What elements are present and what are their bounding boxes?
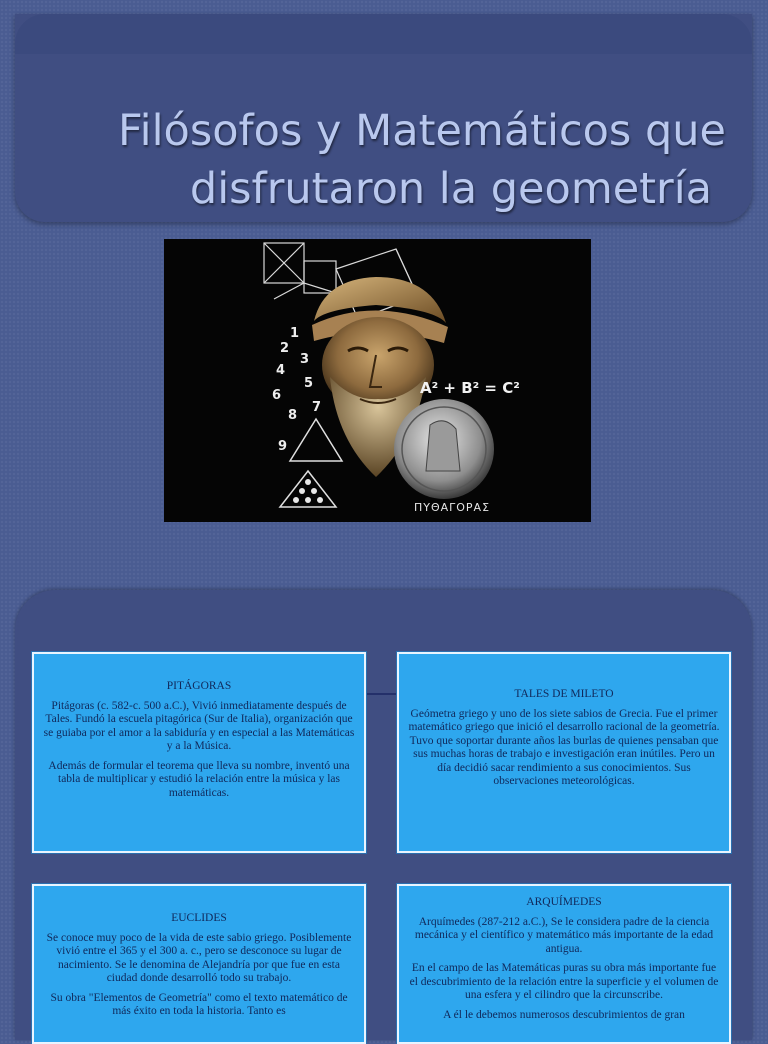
card-paragraph: Pitágoras (c. 582-c. 500 a.C.), Vivió inmediatamente después de Tales. Fundó la escuela pitagórica (Sur de Italia), organización que se guiaba por el amor a la sabiduría y en especial a las Matemáticas y a la Música.: [43, 699, 355, 752]
card-pitagoras: [32, 652, 366, 853]
card-title: TALES DE MILETO: [514, 688, 614, 700]
number-7: 7: [312, 400, 322, 415]
number-4: 4: [276, 363, 286, 378]
card-title: PITÁGORAS: [166, 680, 232, 692]
card-title: EUCLIDES: [171, 912, 227, 924]
card-paragraph: Arquímedes (287-212 a.C.), Se le considera padre de la ciencia mecánica y el científico y matemático más importante de la edad antigua.: [414, 915, 714, 955]
coin-icon: [394, 399, 494, 499]
number-8: 8: [288, 408, 298, 423]
number-6: 6: [272, 388, 282, 403]
card-paragraph: En el campo de las Matemáticas puras su obra más importante fue el descubrimiento de la relación entre la superficie y el volumen de una esfera y el cilindro que la circunscribe.: [409, 962, 719, 1001]
card-title: ARQUÍMEDES: [526, 896, 602, 908]
pythagoras-portrait: [164, 239, 591, 522]
card-paragraph: Se conoce muy poco de la vida de este sabio griego. Posiblemente vivió entre el 365 y el 300 a. c., pero se desconoce su lugar de nacimiento. Se le denomina de Alejandría por que fue en esta ciudad donde desarrolló todo su trabajo.: [46, 931, 352, 984]
pythagorean-formula: A² + B² = C²: [420, 379, 520, 397]
card-paragraph: Su obra "Elementos de Geometría" como el texto matemático de más éxito en toda la historia. Tanto es: [50, 991, 348, 1017]
card-arquimedes: [397, 884, 731, 1044]
number-2: 2: [280, 341, 290, 356]
card-paragraph: Además de formular el teorema que lleva su nombre, inventó una tabla de multiplicar y estudió la relación entre la música y las matemáticas.: [48, 759, 350, 799]
portrait-caption: ΠΥΘΑΓΟΡΑΣ: [413, 501, 491, 514]
number-5: 5: [304, 376, 314, 391]
slide-title-line-2: disfrutaron la geometría: [189, 164, 712, 214]
number-3: 3: [300, 352, 310, 367]
card-paragraph: A él le debemos numerosos descubrimientos de gran: [443, 1008, 685, 1021]
slide-title: [15, 102, 730, 218]
card-paragraph: Geómetra griego y uno de los siete sabios de Grecia. Fue el primer matemático griego que inició el desarrollo racional de la geometría.: [408, 707, 720, 733]
title-band: [15, 14, 752, 222]
number-9: 9: [278, 439, 288, 454]
card-tales-de-mileto: [397, 652, 731, 853]
slide-title-line-1: Filósofos y Matemáticos que: [118, 106, 726, 156]
card-paragraph: Tuvo que soportar durante años las burlas de quienes pensaban que sus muchas horas de trabajo e investigación eran inútiles. Pero un día decidió sacar rendimiento a sus conocimientos. Sus observaciones meteorológicas.: [409, 734, 719, 787]
card-connector: [365, 693, 397, 695]
number-1: 1: [290, 326, 300, 341]
title-band-top: [15, 14, 752, 54]
card-euclides: [32, 884, 366, 1044]
